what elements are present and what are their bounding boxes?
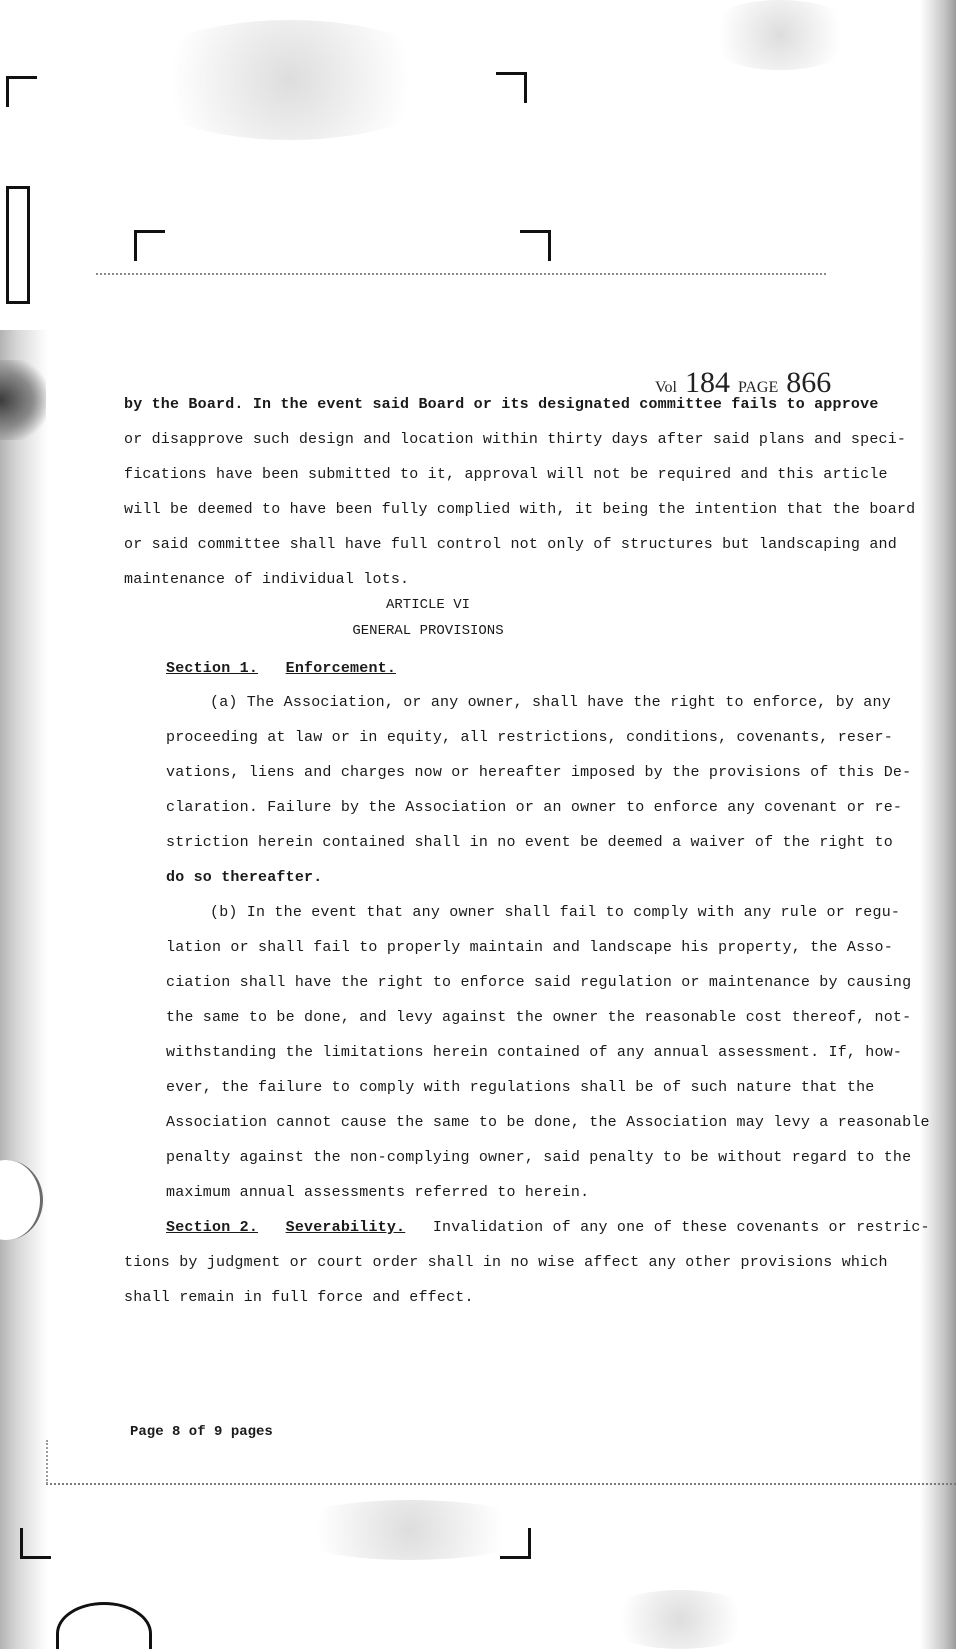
section-2-first-line [166, 1219, 930, 1236]
crop-mark-inner-top-right [520, 230, 551, 261]
footer-side-rule [46, 1440, 48, 1484]
page-prefix: PAGE [737, 379, 779, 396]
page-number: 866 [786, 366, 832, 399]
text-line: Association cannot cause the same to be done, the Association may levy a reasonable [166, 1114, 930, 1131]
crop-mark-bottom-right [500, 1528, 531, 1559]
section-1-heading [166, 660, 396, 677]
text-line: by the Board. In the event said Board or its designated committee fails to approve [124, 396, 879, 413]
text-line: maintenance of individual lots. [124, 571, 410, 588]
text-line: proceeding at law or in equity, all restrictions, conditions, covenants, reser- [166, 729, 893, 746]
footer-rule [46, 1483, 956, 1485]
article-number: ARTICLE VI [385, 597, 470, 613]
text-line: ever, the failure to comply with regulations shall be of such nature that the [166, 1079, 875, 1096]
text-line: will be deemed to have been fully complied with, it being the intention that the board [124, 501, 916, 518]
section-2-text: Invalidation of any one of these covenants or restric- [432, 1219, 930, 1236]
text-line: lation or shall fail to properly maintain and landscape his property, the Asso- [166, 939, 893, 956]
text-line: (a) The Association, or any owner, shall have the right to enforce, by any [210, 694, 891, 711]
section-2-label: Section 2. [166, 1219, 259, 1236]
scan-shadow-left [0, 330, 48, 1649]
text-line: claration. Failure by the Association or an owner to enforce any covenant or re- [166, 799, 903, 816]
section-2-title: Severability. [285, 1219, 406, 1236]
text-line: (b) In the event that any owner shall fail to comply with any rule or regu- [210, 904, 901, 921]
crop-mark-inner-top-left [134, 230, 165, 261]
text-line: maximum annual assessments referred to herein. [166, 1184, 590, 1201]
crop-mark-bottom-left [20, 1528, 51, 1559]
scan-speckle [130, 20, 450, 140]
text-line: do so thereafter. [166, 869, 323, 886]
text-line: shall remain in full force and effect. [124, 1289, 474, 1306]
article-title: GENERAL PROVISIONS [352, 623, 504, 639]
text-line: or said committee shall have full control not only of structures but landscaping and [124, 536, 897, 553]
text-line: penalty against the non-complying owner, said penalty to be without regard to the [166, 1149, 912, 1166]
scan-speckle [600, 1590, 760, 1649]
corner-curve [56, 1602, 152, 1649]
text-line: or disapprove such design and location within thirty days after said plans and speci- [124, 431, 907, 448]
text-line: ciation shall have the right to enforce said regulation or maintenance by causing [166, 974, 912, 991]
volume-number: 184 [684, 366, 730, 399]
text-line: withstanding the limitations herein contained of any annual assessment. If, how- [166, 1044, 903, 1061]
text-line: tions by judgment or court order shall in no wise affect any other provisions which [124, 1254, 888, 1271]
scan-speckle [700, 0, 860, 70]
text-line: the same to be done, and levy against the owner the reasonable cost thereof, not- [166, 1009, 912, 1026]
crop-mark-top-right [496, 72, 527, 103]
scan-shadow-right [920, 0, 956, 1649]
binding-bracket [6, 186, 30, 304]
page-count: Page 8 of 9 pages [130, 1424, 273, 1440]
scan-blotch [0, 360, 46, 440]
header-rule [96, 273, 826, 275]
text-line: vations, liens and charges now or hereafter imposed by the provisions of this De- [166, 764, 912, 781]
text-line: fications have been submitted to it, approval will not be required and this article [124, 466, 888, 483]
book-page-stamp [655, 366, 835, 400]
section-1-title: Enforcement. [285, 660, 397, 677]
volume-prefix: Vol [655, 379, 677, 396]
crop-mark-top-left [6, 76, 37, 107]
text-line: striction herein contained shall in no event be deemed a waiver of the right to [166, 834, 893, 851]
section-1-label: Section 1. [166, 660, 259, 677]
